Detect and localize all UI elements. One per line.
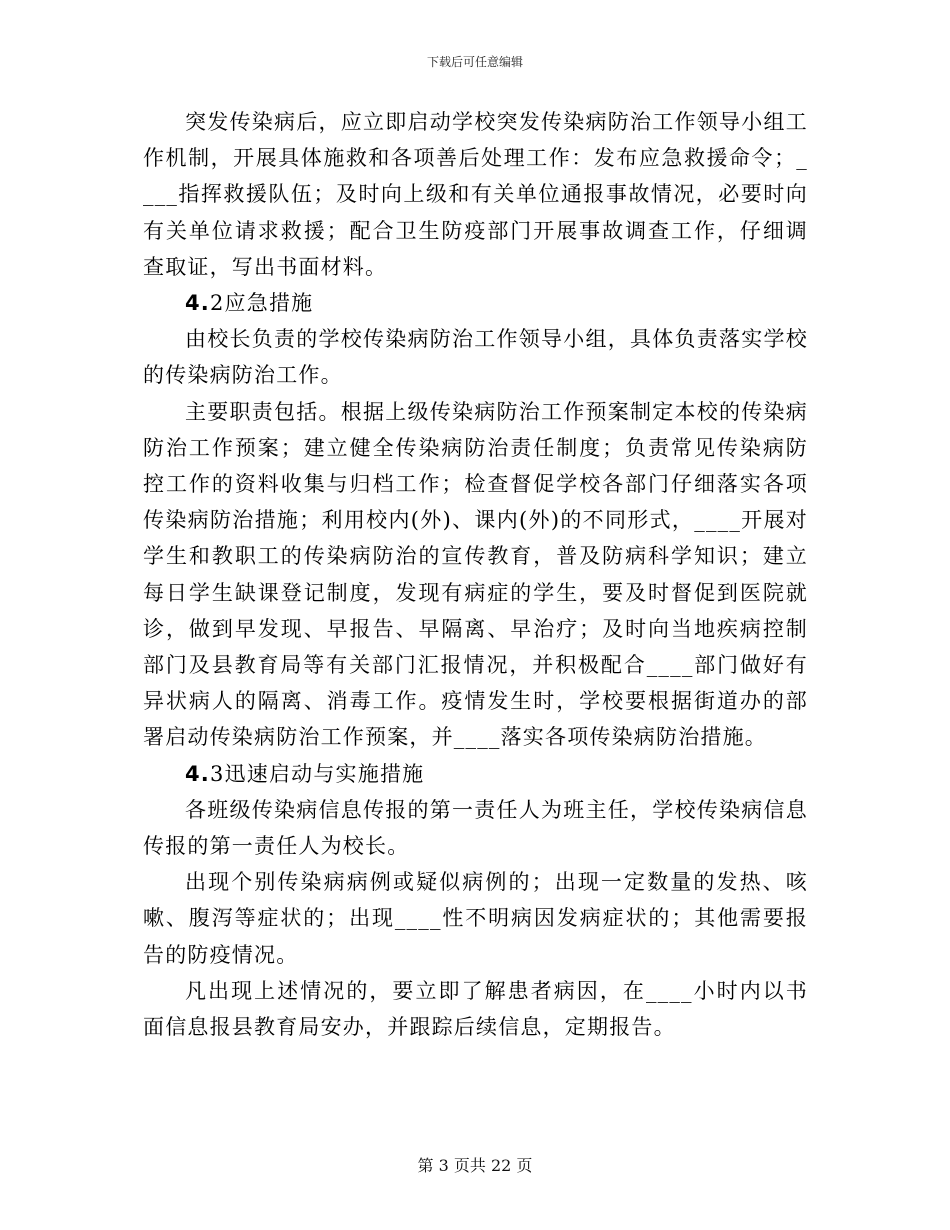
section-heading-4-3 — [143, 756, 808, 792]
section-title: 3迅速启动与实施措施 — [210, 761, 425, 786]
section-heading-4-2 — [143, 285, 808, 321]
document-body — [143, 104, 808, 1045]
paragraph-emergency-response: 突发传染病后，应立即启动学校突发传染病防治工作领导小组工作机制，开展具体施救和各项善后处理工作：发布应急救援命令；____指挥救援队伍；及时向上级和有关单位通报事故情况，必要时向有关单位请求救援；配合卫生防疫部门开展事故调查工作，仔细调查取证，写出书面材料。 — [143, 110, 808, 279]
paragraph-main-duties: 主要职责包括。根据上级传染病防治工作预案制定本校的传染病防治工作预案；建立健全传染病防治责任制度；负责常见传染病防控工作的资料收集与归档工作；检查督促学校各部门仔细落实各项传染病防治措施；利用校内(外)、课内(外)的不同形式，____开展对学生和教职工的传染病防治的宣传教育，普及防病科学知识；建立每日学生缺课登记制度，发现有病症的学生，要及时督促到医院就诊，做到早发现、早报告、早隔离、早治疗；及时向当地疾病控制部门及县教育局等有关部门汇报情况，并积极配合____部门做好有异状病人的隔离、消毒工作。疫情发生时，学校要根据街道办的部署启动传染病防治工作预案，并____落实各项传染病防治措施。 — [143, 399, 808, 750]
section-title: 2应急措施 — [210, 291, 314, 316]
page-number-footer: 第 3 页共 22 页 — [417, 1156, 533, 1175]
paragraph-report-conditions: 出现个别传染病病例或疑似病例的；出现一定数量的发热、咳嗽、腹泻等症状的；出现____性不明病因发病症状的；其他需要报告的防疫情况。 — [143, 870, 808, 967]
paragraph-report-procedure: 凡出现上述情况的，要立即了解患者病因，在____小时内以书面信息报县教育局安办，并跟踪后续信息，定期报告。 — [143, 978, 808, 1040]
header-note: 下载后可任意编辑 — [426, 55, 523, 69]
section-number: 4. — [185, 291, 210, 316]
section-number: 4. — [185, 761, 210, 786]
paragraph-responsible-persons: 各班级传染病信息传报的第一责任人为班主任，学校传染病信息传报的第一责任人为校长。 — [143, 797, 808, 859]
paragraph-leadership-group: 由校长负责的学校传染病防治工作领导小组，具体负责落实学校的传染病防治工作。 — [143, 327, 808, 388]
